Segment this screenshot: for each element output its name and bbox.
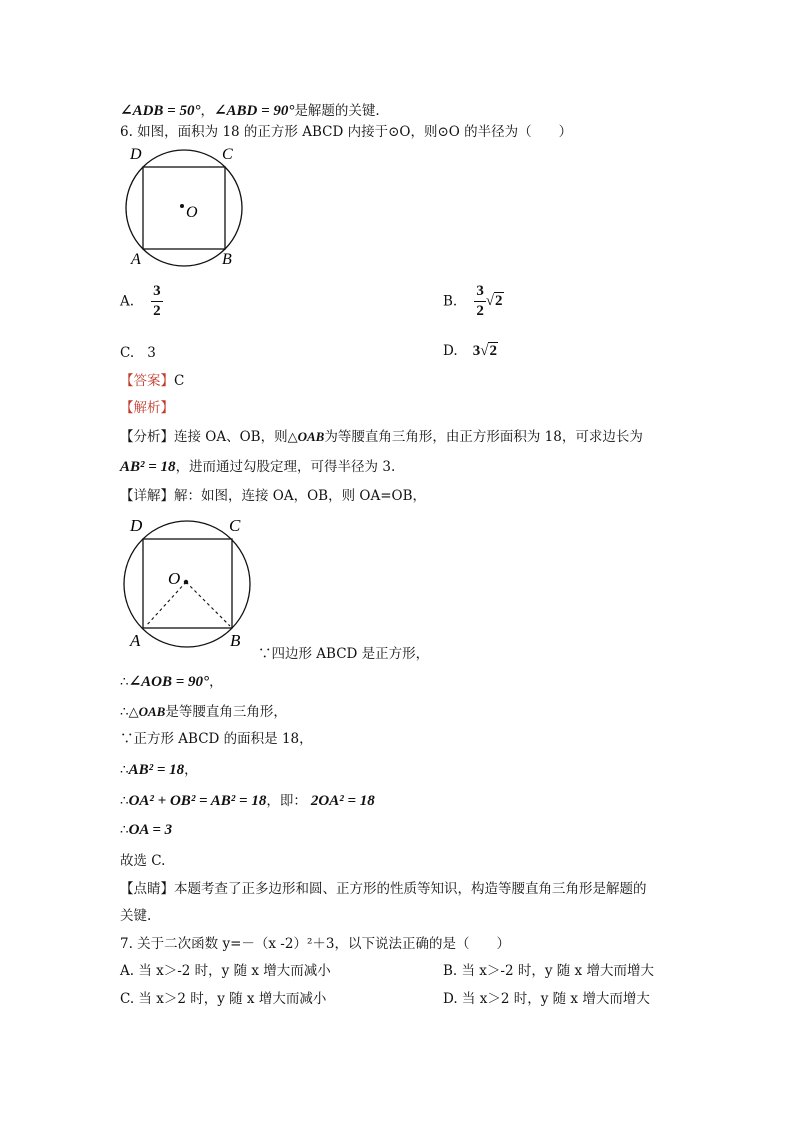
math-angle-adb: ∠ADB = 50°: [120, 103, 201, 119]
label-a: A: [131, 251, 141, 268]
dianjing-line-2: 关键.: [120, 908, 152, 924]
segment-ob: [186, 582, 230, 626]
option-c: C. 3: [120, 345, 156, 361]
q7-option-b: B. 当 x＞-2 时，y 随 x 增大而增大: [443, 963, 654, 979]
option-d-value: 3√2: [472, 343, 497, 359]
label-d-2: D: [130, 516, 143, 535]
label-o-2: O: [168, 569, 181, 588]
option-b-fraction: $\frac{3}{2}$: [476, 283, 484, 319]
detail-figure: [118, 512, 258, 652]
answer-line: [120, 369, 184, 389]
q7-option-d: D. 当 x＞2 时，y 随 x 增大而增大: [443, 991, 650, 1007]
label-c: C: [222, 146, 233, 163]
step-3: ∴AB² = 18，: [120, 762, 198, 778]
label-c-2: C: [229, 516, 241, 535]
q6-figure-circle-square: [118, 142, 248, 270]
q6-stem: 6. 如图，面积为 18 的正方形 ABCD 内接于⊙O，则⊙O 的半径为（ ）: [120, 124, 573, 140]
square-abcd: [143, 167, 225, 249]
segment-oa: [146, 582, 186, 626]
q7-option-a: A. 当 x＞-2 时，y 随 x 增大而减小: [120, 963, 331, 979]
option-b-sqrt: √2: [485, 293, 503, 309]
center-point-2: [184, 580, 188, 584]
fenxi-line-2: AB² = 18，进而通过勾股定理，可得半径为 3.: [120, 459, 396, 475]
step-2: ∴△OAB是等腰直角三角形，: [120, 704, 287, 720]
step-4: ∴OA² + OB² = AB² = 18，即： 2OA² = 18: [120, 793, 375, 809]
option-b: B. $\frac{3}{2}$ √2: [443, 283, 503, 319]
dianjing-line-1: 【点睛】本题考查了正多边形和圆、正方形的性质等知识，构造等腰直角三角形是解题的: [120, 881, 647, 897]
step-1: ∴∠AOB = 90°，: [120, 674, 223, 690]
label-b: B: [222, 251, 232, 268]
prev-solution-line: ∠ADB = 50°，∠ABD = 90°是解题的关键.: [120, 103, 380, 119]
because-area: ∵正方形 ABCD 的面积是 18，: [120, 731, 313, 747]
label-d: D: [130, 146, 142, 163]
step-5: ∴OA = 3: [120, 822, 173, 838]
detail-line-1: 【详解】解：如图，连接 OA，OB，则 OA=OB，: [120, 488, 427, 504]
fenxi-line-1: 【分析】连接 OA、OB，则△OAB为等腰直角三角形，由正方形面积为 18，可求边长为: [120, 429, 643, 445]
q7-stem: 7. 关于二次函数 y=－（x -2）²＋3，以下说法正确的是（ ）: [120, 936, 510, 952]
answer-tag: 【答案】: [120, 373, 174, 389]
label-a-2: A: [130, 631, 141, 650]
label-o: O: [186, 204, 198, 221]
answer-value: C: [174, 373, 185, 389]
math-angle-abd: ∠ABD = 90°: [213, 103, 295, 119]
option-a-fraction: $\frac{3}{2}$: [153, 283, 161, 319]
option-d: D. 3√2: [443, 343, 497, 359]
analysis-tag: 【解析】: [120, 400, 174, 416]
because-square: ∵四边形 ABCD 是正方形，: [258, 646, 430, 662]
option-a: A. $\frac{3}{2}$: [120, 283, 161, 319]
center-point: [180, 204, 184, 208]
conclusion: 故选 C.: [120, 853, 166, 869]
label-b-2: B: [230, 631, 241, 650]
q7-option-c: C. 当 x＞2 时，y 随 x 增大而减小: [120, 991, 327, 1007]
